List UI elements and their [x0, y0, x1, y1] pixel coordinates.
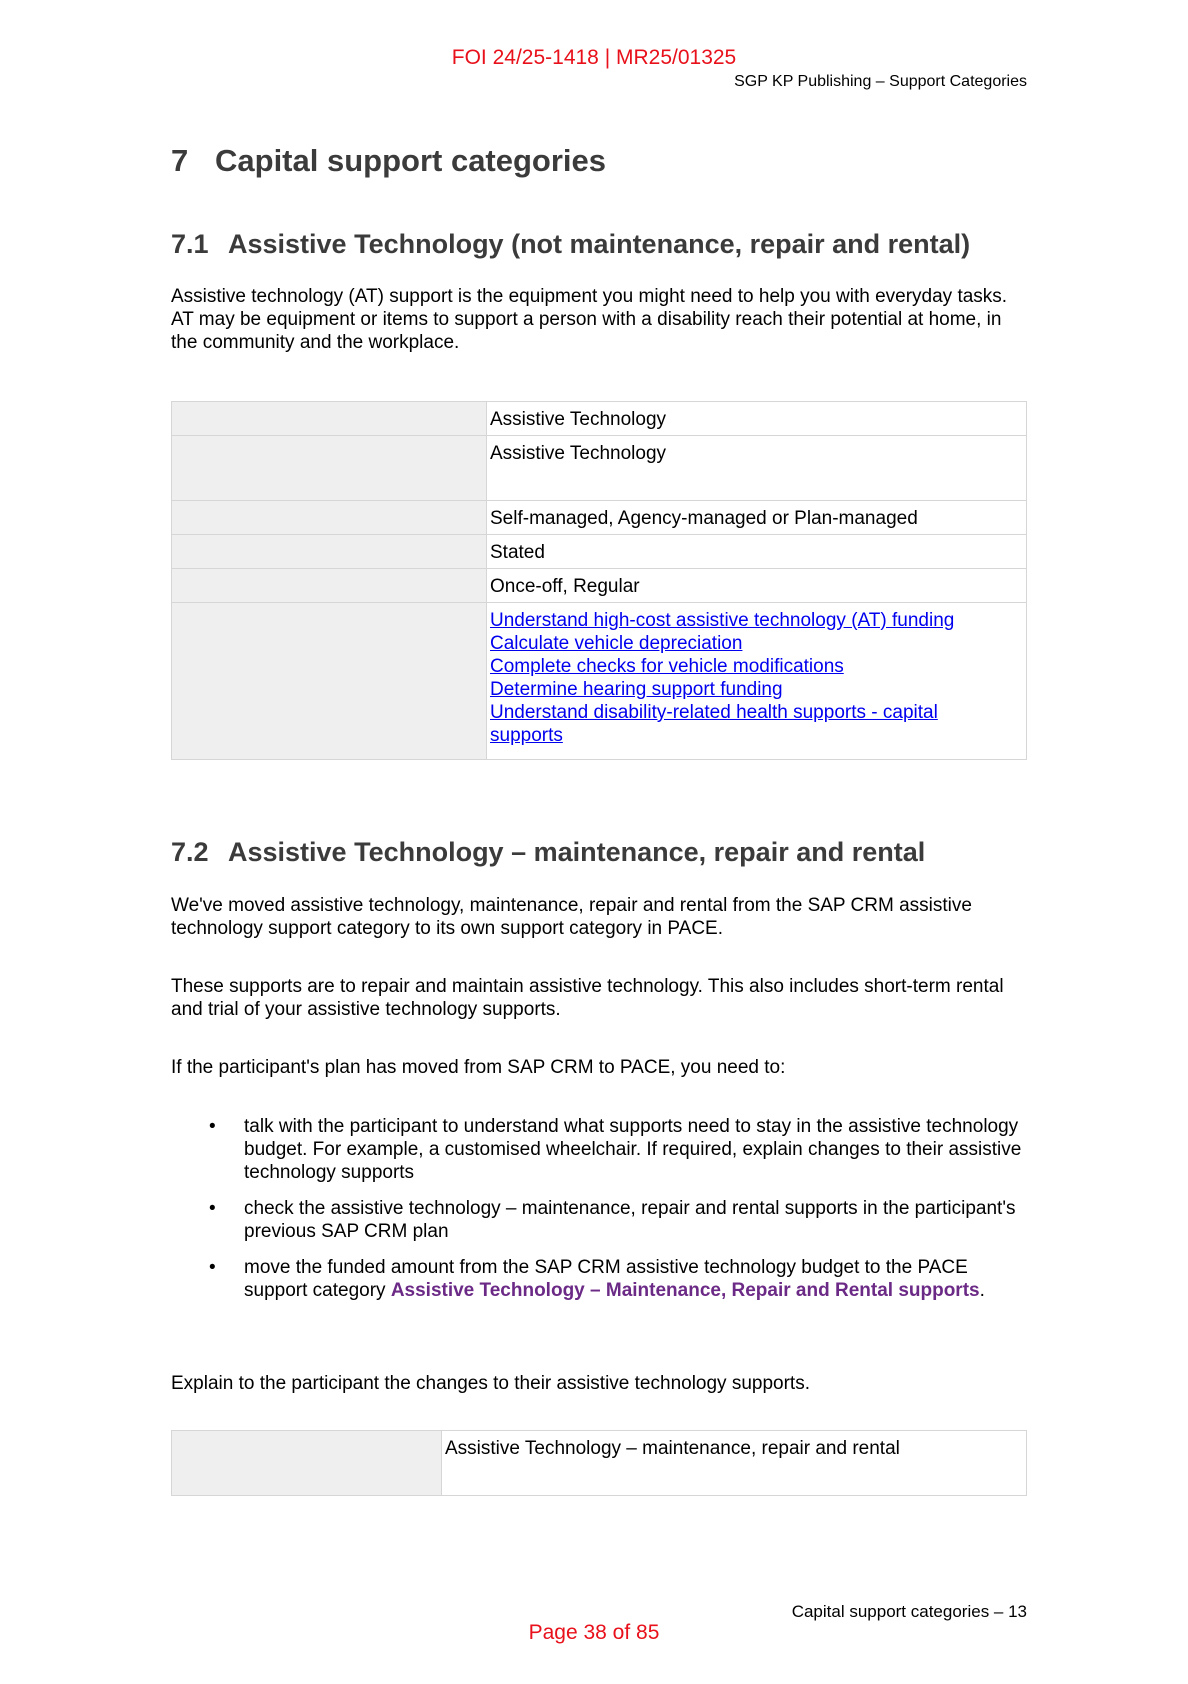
bullet-icon: •: [209, 1116, 216, 1137]
paragraph-repair-maintain: These supports are to repair and maintain assistive technology. This also includes short-term rental and trial of your assistive technology supports.: [171, 976, 1004, 1020]
link-vehicle-modifications[interactable]: Complete checks for vehicle modifications: [490, 656, 844, 677]
table-row: [172, 436, 1027, 501]
table-row: [172, 569, 1027, 603]
document-title: SGP KP Publishing – Support Categories: [734, 73, 1027, 90]
support-category-table: [171, 401, 1027, 760]
action-list: [171, 1115, 1031, 1315]
section-number: 7.2: [171, 837, 209, 867]
section-heading-7: [171, 143, 606, 179]
foi-reference: FOI 24/25-1418 | MR25/01325: [451, 46, 737, 69]
bullet-icon: •: [209, 1257, 216, 1278]
table-key-cell: [172, 436, 487, 501]
paragraph-moved-category: We've moved assistive technology, maintenance, repair and rental from the SAP CRM assistive technology support category to its own support category in PACE.: [171, 895, 972, 939]
table-key-cell: [172, 402, 487, 436]
maintenance-category-table: [171, 1430, 1027, 1496]
table-key-cell: [172, 569, 487, 603]
section-number: 7: [171, 143, 189, 178]
table-links-cell: [487, 603, 1027, 760]
link-health-supports-capital[interactable]: Understand disability-related health supports - capital supports: [490, 702, 938, 746]
link-high-cost-at-funding[interactable]: Understand high-cost assistive technology (AT) funding: [490, 610, 955, 631]
intro-paragraph: Assistive technology (AT) support is the equipment you might need to help you with everyday tasks. AT may be equipment or items to support a person with a disability reach their potential at home, in the community and the workplace.: [171, 286, 1008, 353]
section-number: 7.1: [171, 229, 209, 259]
section-title: Capital support categories: [215, 143, 607, 178]
table-value-cell: Self-managed, Agency-managed or Plan-managed: [487, 501, 1027, 535]
support-category-name: Assistive Technology – Maintenance, Repair and Rental supports: [390, 1280, 980, 1301]
footer-section-label: Capital support categories – 13: [791, 1602, 1027, 1621]
table-key-cell: [172, 535, 487, 569]
table-key-cell: [172, 603, 487, 760]
link-hearing-support-funding[interactable]: Determine hearing support funding: [490, 679, 783, 700]
list-item: • move the funded amount from the SAP CRM assistive technology budget to the PACE support category Assistive Technology – Maintenance, Repair and Rental supports.: [209, 1257, 985, 1301]
table-row: [172, 402, 1027, 436]
link-vehicle-depreciation[interactable]: Calculate vehicle depreciation: [490, 633, 743, 654]
section-title: Assistive Technology – maintenance, repair and rental: [228, 837, 926, 867]
paragraph-need-to: If the participant's plan has moved from SAP CRM to PACE, you need to:: [171, 1057, 786, 1078]
table-value-cell: Assistive Technology – maintenance, repair and rental: [442, 1431, 1027, 1496]
table-value-cell: Once-off, Regular: [487, 569, 1027, 603]
table-row-links: [172, 603, 1027, 760]
section-heading-7-1: [171, 228, 970, 260]
table-key-cell: [172, 1431, 442, 1496]
table-key-cell: [172, 501, 487, 535]
table-value-cell: Assistive Technology: [487, 436, 1027, 501]
paragraph-explain-changes: Explain to the participant the changes to their assistive technology supports.: [171, 1373, 810, 1394]
table-value-cell: Assistive Technology: [487, 402, 1027, 436]
page-number: Page 38 of 85: [528, 1621, 660, 1644]
table-row: [172, 535, 1027, 569]
list-item: • talk with the participant to understand what supports need to stay in the assistive technology budget. For example, a customised wheelchair. If required, explain changes to their assistive technology supports: [209, 1116, 1022, 1183]
section-title: Assistive Technology (not maintenance, repair and rental): [228, 229, 971, 259]
list-item: • check the assistive technology – maintenance, repair and rental supports in the participant's previous SAP CRM plan: [209, 1198, 1016, 1242]
table-row: [172, 1431, 1027, 1496]
section-heading-7-2: [171, 836, 925, 868]
table-row: [172, 501, 1027, 535]
table-value-cell: Stated: [487, 535, 1027, 569]
bullet-icon: •: [209, 1198, 216, 1219]
